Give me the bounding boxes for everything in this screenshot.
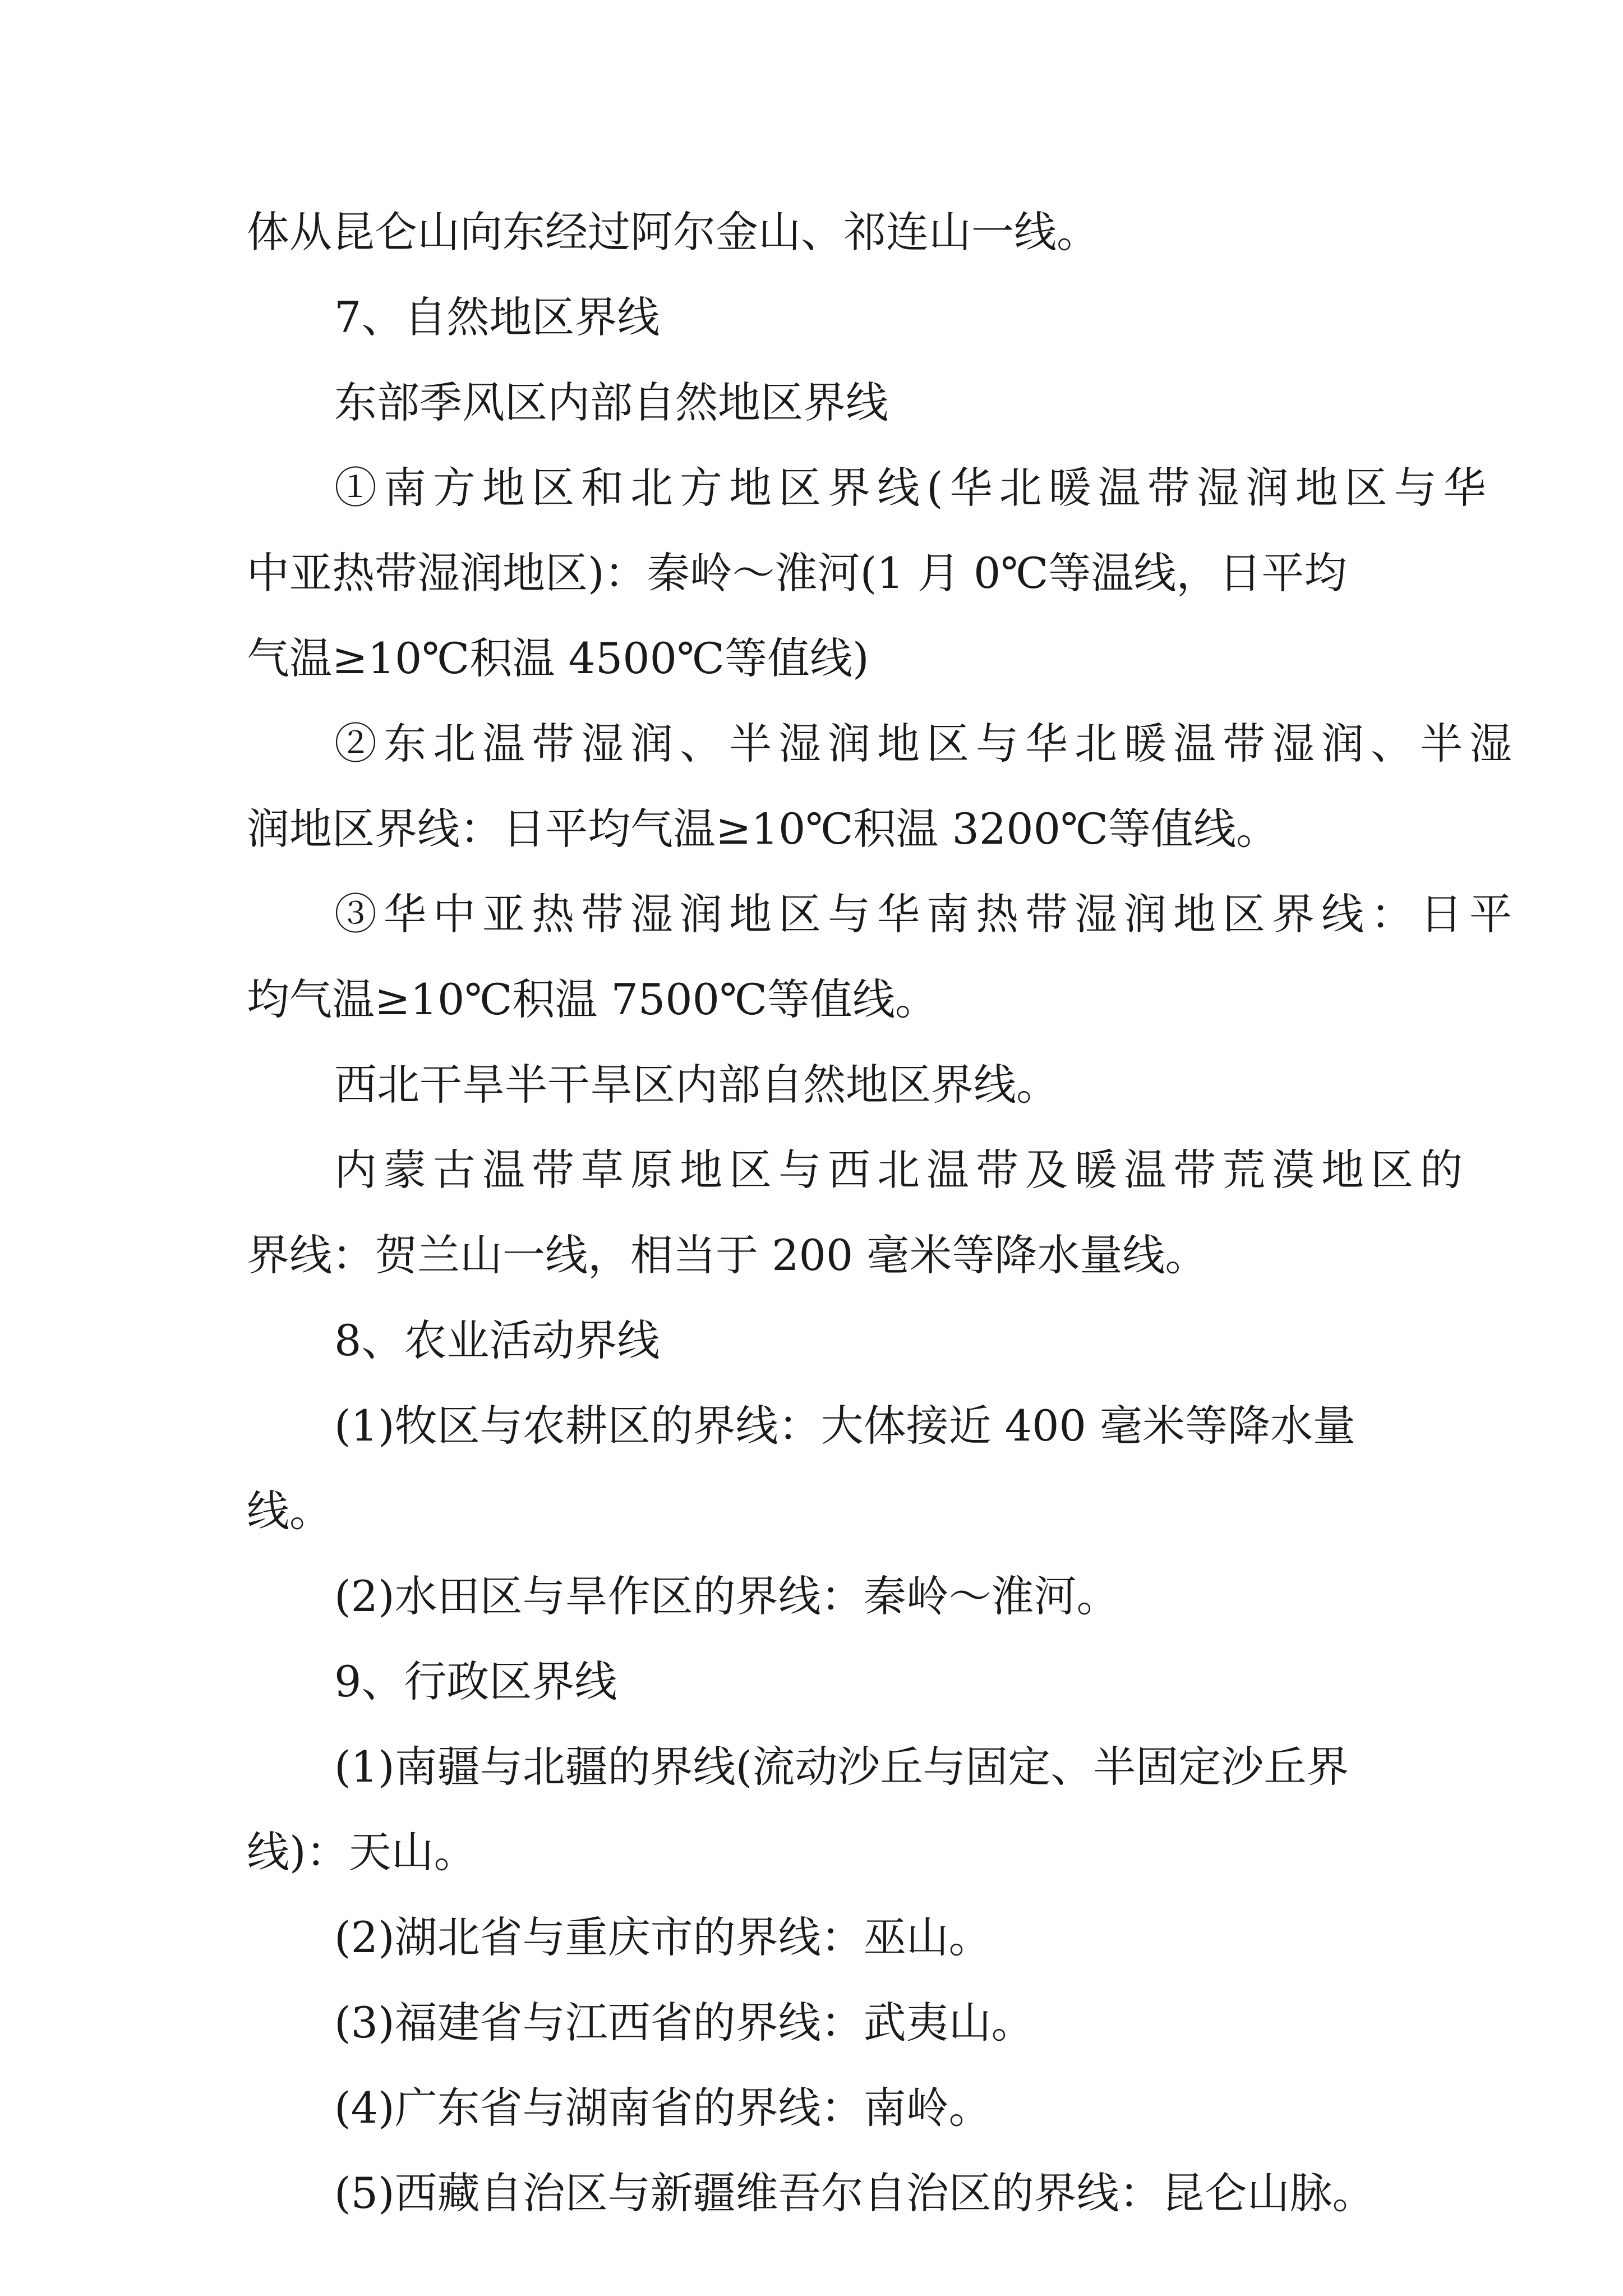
- subheading: 西北干旱半干旱区内部自然地区界线。: [334, 1060, 1059, 1110]
- subheading: 东部季风区内部自然地区界线: [334, 378, 888, 427]
- text-line: ①南方地区和北方地区界线(华北暖温带湿润地区与华: [334, 463, 1493, 513]
- text-line: (1)南疆与北疆的界线(流动沙丘与固定、半固定沙丘界: [334, 1742, 1349, 1792]
- text-line: 气温≥10℃积温 4500℃等值线): [247, 633, 869, 683]
- text-line: 润地区界线：日平均气温≥10℃积温 3200℃等值线。: [247, 804, 1279, 854]
- text-line: 内蒙古温带草原地区与西北温带及暖温带荒漠地区的: [334, 1145, 1469, 1195]
- text-line: 体从昆仑山向东经过阿尔金山、祁连山一线。: [247, 207, 1099, 257]
- text-line: 界线：贺兰山一线，相当于 200 毫米等降水量线。: [247, 1230, 1208, 1280]
- text-line: (4)广东省与湖南省的界线：南岭。: [334, 2083, 992, 2133]
- text-line: (1)牧区与农耕区的界线：大体接近 400 毫米等降水量: [334, 1401, 1356, 1451]
- text-line: (5)西藏自治区与新疆维吾尔自治区的界线：昆仑山脉。: [334, 2168, 1375, 2218]
- section-heading: 8、农业活动界线: [334, 1315, 660, 1365]
- text-line: (2)水田区与旱作区的界线：秦岭～淮河。: [334, 1571, 1119, 1621]
- text-line: 线。: [247, 1486, 332, 1536]
- section-heading: 7、自然地区界线: [334, 292, 660, 342]
- text-line: ③华中亚热带湿润地区与华南热带湿润地区界线：日平: [334, 889, 1519, 939]
- text-line: 线)：天山。: [247, 1827, 477, 1877]
- section-heading: 9、行政区界线: [334, 1657, 617, 1706]
- text-line: 中亚热带湿润地区)：秦岭～淮河(1 月 0℃等温线，日平均: [247, 548, 1347, 598]
- text-line: ②东北温带湿润、半湿润地区与华北暖温带湿润、半湿: [334, 719, 1519, 769]
- text-line: (2)湖北省与重庆市的界线：巫山。: [334, 1912, 992, 1962]
- text-line: 均气温≥10℃积温 7500℃等值线。: [247, 974, 938, 1024]
- text-line: (3)福建省与江西省的界线：武夷山。: [334, 1998, 1034, 2047]
